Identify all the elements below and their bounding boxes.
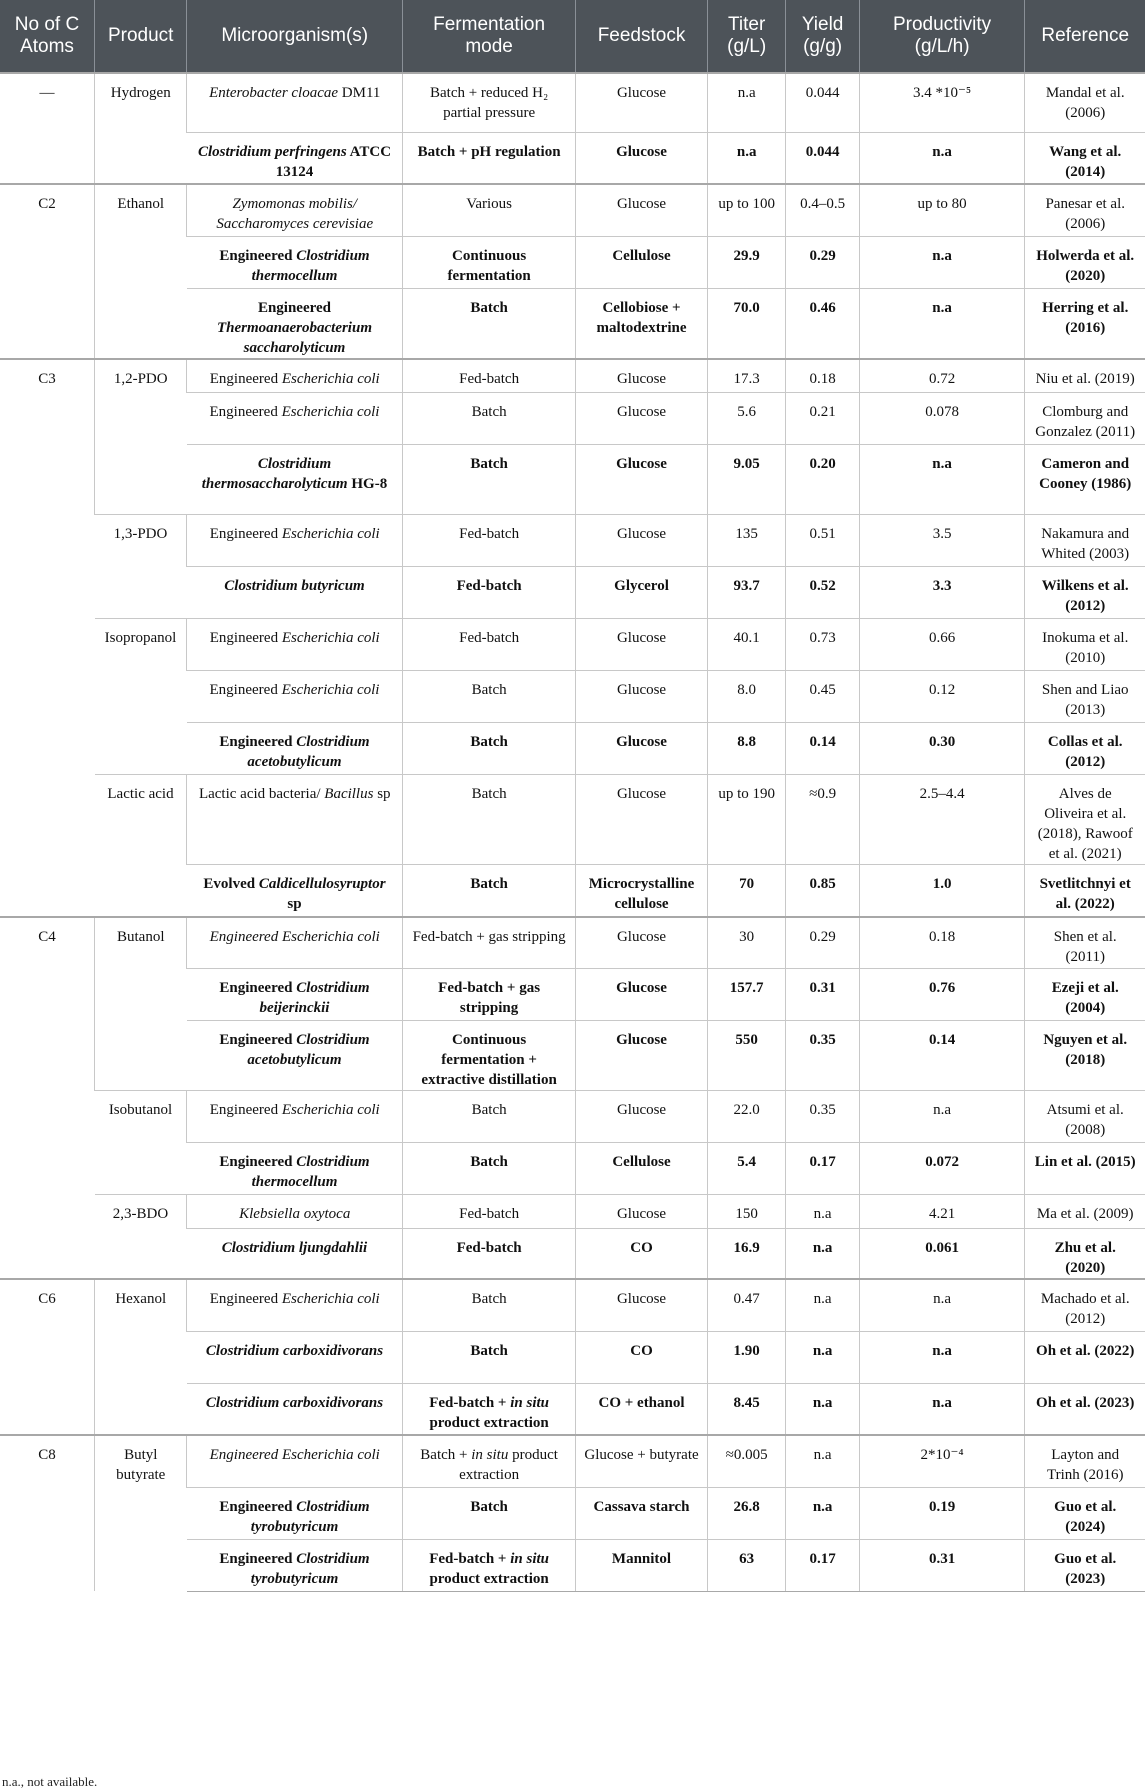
titer-cell: 1.90 [707, 1331, 786, 1383]
microorganism-cell-segment: Engineered Escherichia coli [209, 1447, 380, 1463]
titer-cell: 5.4 [707, 1143, 786, 1195]
product-cell: Butyl butyrate [95, 1435, 187, 1591]
microorganism-cell [187, 515, 403, 567]
mode-cell: Fed-batch [403, 359, 576, 393]
yield-cell: 0.044 [786, 132, 859, 184]
microorganism-cell-segment: Clostridium thermocellum [251, 1154, 370, 1190]
mode-cell-segment: Fed-batch + [429, 1394, 511, 1411]
feedstock-cell: Glucose [576, 1091, 708, 1143]
table-row [0, 1091, 1145, 1143]
productivity-cell: n.a [859, 1331, 1025, 1383]
mode-cell-segment: product extraction [429, 1570, 549, 1587]
reference-cell: Alves de Oliveira et al. (2018), Rawoof et al. (2021) [1025, 775, 1145, 865]
microorganism-cell [187, 445, 403, 515]
header-row [0, 0, 1145, 73]
yield-cell: n.a [786, 1195, 859, 1229]
titer-cell: 63 [707, 1539, 786, 1591]
table-row [0, 1435, 1145, 1487]
yield-cell: 0.29 [786, 917, 859, 969]
microorganism-cell-segment: Engineered [209, 682, 282, 698]
productivity-cell: 0.19 [859, 1487, 1025, 1539]
microorganism-cell-segment: Zymomonas mobilis/ Saccharomyces cerevisiae [216, 196, 374, 232]
reference-cell: Inokuma et al. (2010) [1025, 619, 1145, 671]
footnote: n.a., not available. [2, 1774, 98, 1789]
table-body [0, 73, 1145, 1591]
microorganism-cell-segment: Lactic acid bacteria/ [198, 786, 325, 802]
microorganism-cell-segment: Engineered [209, 630, 282, 646]
microorganism-cell-segment: sp [287, 896, 302, 912]
productivity-cell: n.a [859, 132, 1025, 184]
microorganism-cell-segment: Clostridium acetobutylicum [247, 734, 370, 770]
titer-cell: 135 [707, 515, 786, 567]
yield-cell: 0.4–0.5 [786, 184, 859, 236]
titer-cell: up to 100 [707, 184, 786, 236]
reference-cell: Mandal et al. (2006) [1025, 73, 1145, 132]
feedstock-cell: Glycerol [576, 567, 708, 619]
titer-cell: up to 190 [707, 775, 786, 865]
mode-cell: Batch [403, 1143, 576, 1195]
mode-cell: Batch [403, 1091, 576, 1143]
reference-cell: Shen and Liao (2013) [1025, 671, 1145, 723]
reference-cell: Holwerda et al. (2020) [1025, 236, 1145, 288]
microorganism-cell-segment: Caldicellulosyruptor [258, 876, 386, 892]
productivity-cell: n.a [859, 1091, 1025, 1143]
carbon-atoms-cell: — [0, 73, 95, 184]
feedstock-cell: Glucose [576, 723, 708, 775]
microorganism-cell-segment: HG-8 [347, 476, 388, 492]
titer-cell: 0.47 [707, 1279, 786, 1331]
microorganism-cell-segment: Escherichia coli [281, 1291, 380, 1307]
product-cell: 2,3-BDO [95, 1195, 187, 1280]
yield-cell: n.a [786, 1331, 859, 1383]
productivity-cell: 0.31 [859, 1539, 1025, 1591]
microorganism-cell-segment: Thermoanaerobacterium saccharolyticum [216, 319, 372, 356]
carbon-atoms-cell: C4 [0, 917, 95, 1280]
reference-cell: Nguyen et al. (2018) [1025, 1021, 1145, 1091]
mode-cell-segment: Batch + [420, 1447, 472, 1463]
reference-cell: Oh et al. (2023) [1025, 1383, 1145, 1435]
table-row [0, 73, 1145, 132]
product-cell: Lactic acid [95, 775, 187, 917]
table-row [0, 359, 1145, 393]
productivity-cell: 0.72 [859, 359, 1025, 393]
mode-cell: Continuous fermentation [403, 236, 576, 288]
yield-cell: 0.17 [786, 1539, 859, 1591]
yield-cell: 0.35 [786, 1021, 859, 1091]
titer-cell: 93.7 [707, 567, 786, 619]
mode-cell-segment: in situ [471, 1447, 509, 1463]
mode-cell-segment: product extraction [429, 1414, 549, 1431]
mode-cell: Fed-batch [403, 567, 576, 619]
table-row [0, 1195, 1145, 1229]
microorganism-cell-segment: Clostridium tyrobutyricum [250, 1550, 370, 1587]
product-cell: Ethanol [95, 184, 187, 359]
header-yield: Yield (g/g) [786, 0, 859, 73]
yield-cell: 0.21 [786, 393, 859, 445]
product-cell: Hydrogen [95, 73, 187, 184]
feedstock-cell: Glucose + butyrate [576, 1435, 708, 1487]
productivity-cell: n.a [859, 445, 1025, 515]
microorganism-cell [187, 1435, 403, 1487]
productivity-cell: 2.5–4.4 [859, 775, 1025, 865]
mode-cell-segment: in situ [510, 1550, 550, 1567]
mode-cell [403, 1539, 576, 1591]
reference-cell: Layton and Trinh (2016) [1025, 1435, 1145, 1487]
titer-cell: n.a [707, 73, 786, 132]
microorganism-cell [187, 1383, 403, 1435]
titer-cell: 550 [707, 1021, 786, 1091]
feedstock-cell: Glucose [576, 73, 708, 132]
feedstock-cell: Mannitol [576, 1539, 708, 1591]
reference-cell: Oh et al. (2022) [1025, 1331, 1145, 1383]
microorganism-cell [187, 917, 403, 969]
yield-cell: n.a [786, 1435, 859, 1487]
yield-cell: n.a [786, 1383, 859, 1435]
mode-cell-segment: Fed-batch + [429, 1550, 511, 1567]
microorganism-cell [187, 73, 403, 132]
productivity-cell: 3.4 *10⁻⁵ [859, 73, 1025, 132]
microorganism-cell-segment: Engineered Escherichia coli [209, 928, 380, 945]
microorganism-cell-segment: Escherichia coli [281, 526, 380, 542]
productivity-cell: 0.30 [859, 723, 1025, 775]
reference-cell: Wang et al. (2014) [1025, 132, 1145, 184]
mode-cell: Fed-batch [403, 515, 576, 567]
microorganism-cell [187, 1331, 403, 1383]
microorganism-cell-segment: Clostridium acetobutylicum [247, 1032, 370, 1068]
microorganism-cell-segment: ATCC 13124 [275, 143, 392, 180]
feedstock-cell: CO [576, 1229, 708, 1280]
microorganism-cell-segment: Engineered [209, 1102, 282, 1118]
feedstock-cell: Glucose [576, 445, 708, 515]
microorganism-cell-segment: Engineered [219, 1154, 297, 1170]
microorganism-cell-segment: Clostridium carboxidivorans [205, 1394, 384, 1411]
microorganism-cell-segment: Evolved [203, 876, 259, 892]
reference-cell: Guo et al. (2023) [1025, 1539, 1145, 1591]
mode-cell: Batch [403, 865, 576, 917]
mode-cell: Batch [403, 671, 576, 723]
microorganism-cell [187, 1487, 403, 1539]
productivity-cell: 0.14 [859, 1021, 1025, 1091]
microorganism-cell-segment: Engineered [209, 370, 282, 387]
titer-cell: n.a [707, 132, 786, 184]
productivity-cell: n.a [859, 236, 1025, 288]
feedstock-cell: Glucose [576, 671, 708, 723]
microorganism-cell [187, 288, 403, 359]
microorganism-cell-segment: Engineered [219, 1032, 297, 1048]
feedstock-cell: Glucose [576, 184, 708, 236]
yield-cell: n.a [786, 1487, 859, 1539]
yield-cell: 0.45 [786, 671, 859, 723]
microorganism-cell-segment: Engineered [209, 1291, 282, 1307]
yield-cell: 0.73 [786, 619, 859, 671]
microorganism-cell-segment: Escherichia coli [281, 404, 380, 420]
microorganism-cell-segment: Engineered [209, 404, 282, 420]
productivity-cell: 0.072 [859, 1143, 1025, 1195]
mode-cell: Fed-batch + gas stripping [403, 969, 576, 1021]
productivity-cell: 3.3 [859, 567, 1025, 619]
yield-cell: 0.29 [786, 236, 859, 288]
reference-cell: Lin et al. (2015) [1025, 1143, 1145, 1195]
table-row [0, 515, 1145, 567]
feedstock-cell: CO + ethanol [576, 1383, 708, 1435]
mode-cell: Batch [403, 775, 576, 865]
mode-cell-segment: in situ [510, 1394, 550, 1411]
header-microorganism: Microorganism(s) [187, 0, 403, 73]
microorganism-cell [187, 775, 403, 865]
microorganism-cell-segment: Engineered [219, 247, 297, 264]
mode-cell: Fed-batch [403, 1195, 576, 1229]
titer-cell: 16.9 [707, 1229, 786, 1280]
titer-cell: 26.8 [707, 1487, 786, 1539]
mode-cell: Continuous fermentation + extractive distillation [403, 1021, 576, 1091]
titer-cell: 40.1 [707, 619, 786, 671]
titer-cell: 157.7 [707, 969, 786, 1021]
microorganism-cell-segment: Clostridium butyricum [224, 578, 365, 594]
microorganism-cell [187, 1279, 403, 1331]
mode-cell: Batch + reduced H₂ partial pressure [403, 73, 576, 132]
header-titer: Titer (g/L) [707, 0, 786, 73]
microorganism-cell [187, 184, 403, 236]
carbon-atoms-cell: C8 [0, 1435, 95, 1591]
product-cell: Hexanol [95, 1279, 187, 1435]
productivity-cell: 0.76 [859, 969, 1025, 1021]
reference-cell: Machado et al. (2012) [1025, 1279, 1145, 1331]
mode-cell: Batch [403, 1331, 576, 1383]
yield-cell: 0.51 [786, 515, 859, 567]
productivity-cell: up to 80 [859, 184, 1025, 236]
productivity-cell: 3.5 [859, 515, 1025, 567]
productivity-cell: 0.061 [859, 1229, 1025, 1280]
titer-cell: 70.0 [707, 288, 786, 359]
feedstock-cell: Cellulose [576, 236, 708, 288]
titer-cell: 30 [707, 917, 786, 969]
titer-cell: 8.0 [707, 671, 786, 723]
reference-cell: Guo et al. (2024) [1025, 1487, 1145, 1539]
header-carbon: No of C Atoms [0, 0, 95, 73]
reference-cell: Svetlitchnyi et al. (2022) [1025, 865, 1145, 917]
table-row [0, 184, 1145, 236]
productivity-cell: 2*10⁻⁴ [859, 1435, 1025, 1487]
microorganism-cell-segment: Clostridium thermosaccharolyticum [201, 456, 348, 492]
yield-cell: 0.18 [786, 359, 859, 393]
yield-cell: 0.20 [786, 445, 859, 515]
feedstock-cell: Glucose [576, 359, 708, 393]
reference-cell: Cameron and Cooney (1986) [1025, 445, 1145, 515]
microorganism-cell-segment: Engineered [219, 1498, 297, 1515]
header-productivity: Productivity (g/L/h) [859, 0, 1025, 73]
reference-cell: Zhu et al. (2020) [1025, 1229, 1145, 1280]
yield-cell: ≈0.9 [786, 775, 859, 865]
table-row [0, 917, 1145, 969]
productivity-cell: 0.078 [859, 393, 1025, 445]
microorganism-cell [187, 393, 403, 445]
productivity-cell: 0.66 [859, 619, 1025, 671]
reference-cell: Wilkens et al. (2012) [1025, 567, 1145, 619]
product-cell: 1,3-PDO [95, 515, 187, 619]
microorganism-cell [187, 567, 403, 619]
yield-cell: 0.85 [786, 865, 859, 917]
feedstock-cell: Glucose [576, 132, 708, 184]
microorganism-cell-segment: DM11 [338, 85, 381, 101]
microorganism-cell-segment: Clostridium tyrobutyricum [250, 1498, 370, 1535]
yield-cell: 0.17 [786, 1143, 859, 1195]
mode-cell: Batch [403, 393, 576, 445]
titer-cell: 17.3 [707, 359, 786, 393]
productivity-cell: n.a [859, 1279, 1025, 1331]
mode-cell: Batch [403, 288, 576, 359]
yield-cell: n.a [786, 1279, 859, 1331]
titer-cell: 5.6 [707, 393, 786, 445]
microorganism-cell-segment: Engineered [219, 1550, 297, 1567]
titer-cell: 22.0 [707, 1091, 786, 1143]
microorganism-cell-segment: Clostridium beijerinckii [259, 980, 370, 1016]
productivity-cell: 0.18 [859, 917, 1025, 969]
productivity-cell: 0.12 [859, 671, 1025, 723]
mode-cell: Batch + pH regulation [403, 132, 576, 184]
productivity-cell: 1.0 [859, 865, 1025, 917]
titer-cell: ≈0.005 [707, 1435, 786, 1487]
reference-cell: Clomburg and Gonzalez (2011) [1025, 393, 1145, 445]
feedstock-cell: Cassava starch [576, 1487, 708, 1539]
reference-cell: Shen et al. (2011) [1025, 917, 1145, 969]
feedstock-cell: Glucose [576, 1021, 708, 1091]
mode-cell: Batch [403, 723, 576, 775]
microorganism-cell-segment: Clostridium carboxidivorans [205, 1342, 384, 1359]
feedstock-cell: Glucose [576, 393, 708, 445]
feedstock-cell: Glucose [576, 917, 708, 969]
microorganism-cell-segment: Escherichia coli [281, 630, 380, 646]
titer-cell: 8.8 [707, 723, 786, 775]
microorganism-cell [187, 1229, 403, 1280]
productivity-cell: n.a [859, 1383, 1025, 1435]
microorganism-cell [187, 132, 403, 184]
microorganism-cell-segment: Clostridium perfringens [197, 143, 347, 160]
titer-cell: 8.45 [707, 1383, 786, 1435]
productivity-cell: 4.21 [859, 1195, 1025, 1229]
microorganism-cell-segment: Escherichia coli [281, 682, 380, 698]
microorganism-cell [187, 1195, 403, 1229]
reference-cell: Herring et al. (2016) [1025, 288, 1145, 359]
titer-cell: 70 [707, 865, 786, 917]
mode-cell: Batch [403, 445, 576, 515]
reference-cell: Collas et al. (2012) [1025, 723, 1145, 775]
microorganism-cell [187, 236, 403, 288]
product-cell: Isobutanol [95, 1091, 187, 1195]
feedstock-cell: CO [576, 1331, 708, 1383]
microorganism-cell-segment: Klebsiella oxytoca [239, 1206, 351, 1222]
yield-cell: 0.52 [786, 567, 859, 619]
feedstock-cell: Glucose [576, 775, 708, 865]
mode-cell [403, 1435, 576, 1487]
yield-cell: n.a [786, 1229, 859, 1280]
header-mode: Fermentation mode [403, 0, 576, 73]
titer-cell: 150 [707, 1195, 786, 1229]
yield-cell: 0.14 [786, 723, 859, 775]
mode-cell: Batch [403, 1487, 576, 1539]
microorganism-cell-segment: sp [373, 786, 391, 802]
reference-cell: Niu et al. (2019) [1025, 359, 1145, 393]
header-feedstock: Feedstock [576, 0, 708, 73]
reference-cell: Ma et al. (2009) [1025, 1195, 1145, 1229]
mode-cell-segment: product extraction [459, 1447, 558, 1483]
header-product: Product [95, 0, 187, 73]
microorganism-cell [187, 1539, 403, 1591]
feedstock-cell: Cellulose [576, 1143, 708, 1195]
feedstock-cell: Microcrystalline cellulose [576, 865, 708, 917]
product-cell: Butanol [95, 917, 187, 1091]
carbon-atoms-cell: C3 [0, 359, 95, 917]
table-row [0, 775, 1145, 865]
microorganism-cell [187, 1091, 403, 1143]
feedstock-cell: Glucose [576, 1279, 708, 1331]
microorganism-cell-segment: Engineered [209, 526, 282, 542]
microorganism-cell [187, 671, 403, 723]
table-row [0, 619, 1145, 671]
feedstock-cell: Glucose [576, 619, 708, 671]
microorganism-cell-segment: Enterobacter cloacae [209, 85, 339, 101]
mode-cell [403, 1383, 576, 1435]
microorganism-cell-segment: Escherichia coli [281, 1102, 380, 1118]
microorganism-cell-segment: Engineered [219, 980, 297, 996]
reference-cell: Panesar et al. (2006) [1025, 184, 1145, 236]
mode-cell: Fed-batch [403, 1229, 576, 1280]
microorganism-cell-segment: Bacillus [324, 786, 374, 802]
reference-cell: Ezeji et al. (2004) [1025, 969, 1145, 1021]
feedstock-cell: Glucose [576, 1195, 708, 1229]
product-cell: 1,2-PDO [95, 359, 187, 515]
microorganism-cell-segment: Clostridium thermocellum [251, 247, 370, 284]
microorganism-cell-segment: Engineered [257, 299, 332, 316]
microorganism-cell-segment: Engineered [219, 734, 297, 750]
microorganism-cell [187, 723, 403, 775]
microorganism-cell [187, 619, 403, 671]
microorganism-cell [187, 865, 403, 917]
yield-cell: 0.35 [786, 1091, 859, 1143]
feedstock-cell: Glucose [576, 969, 708, 1021]
microorganism-cell-segment: Escherichia coli [281, 370, 380, 387]
carbon-atoms-cell: C6 [0, 1279, 95, 1435]
productivity-cell: n.a [859, 288, 1025, 359]
header-reference: Reference [1025, 0, 1145, 73]
microorganism-cell-segment: Clostridium ljungdahlii [221, 1240, 368, 1256]
reference-cell: Nakamura and Whited (2003) [1025, 515, 1145, 567]
product-cell: Isopropanol [95, 619, 187, 775]
titer-cell: 29.9 [707, 236, 786, 288]
microorganism-cell [187, 1143, 403, 1195]
microorganism-cell [187, 359, 403, 393]
yield-cell: 0.31 [786, 969, 859, 1021]
yield-cell: 0.46 [786, 288, 859, 359]
microorganism-cell [187, 969, 403, 1021]
titer-cell: 9.05 [707, 445, 786, 515]
reference-cell: Atsumi et al. (2008) [1025, 1091, 1145, 1143]
table-row [0, 1279, 1145, 1331]
microorganism-cell [187, 1021, 403, 1091]
mode-cell: Batch [403, 1279, 576, 1331]
carbon-atoms-cell: C2 [0, 184, 95, 359]
yield-cell: 0.044 [786, 73, 859, 132]
mode-cell: Various [403, 184, 576, 236]
feedstock-cell: Cellobiose + maltodextrine [576, 288, 708, 359]
feedstock-cell: Glucose [576, 515, 708, 567]
mode-cell: Fed-batch [403, 619, 576, 671]
mode-cell: Fed-batch + gas stripping [403, 917, 576, 969]
